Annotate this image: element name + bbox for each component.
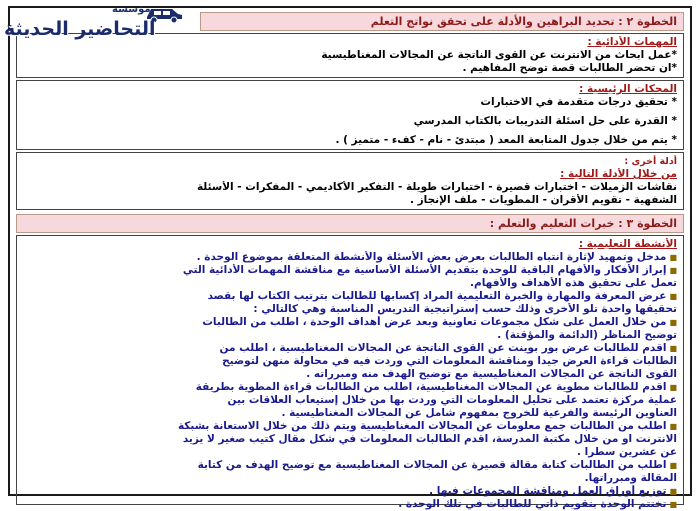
activity-line: ■ توزيع أوراق العمل ومناقشة المجموعات فيها .: [23, 485, 677, 498]
criteria-line-2: * القدرة على حل اسئلة التدريبات بالكتاب المدرسي: [413, 115, 677, 127]
other-evidence-subheading: من خلال الأدلة التالية :: [560, 168, 677, 180]
criteria-line-3: * يتم من خلال جدول المتابعة المعد ( مبتدئ - نام - كفء - متميز ) .: [335, 134, 677, 146]
activity-line: ■ اطلب من الطالبات كتابة مقالة قصيرة عن المجالات المغناطيسية مع توضيح الهدف من كتابة: [23, 459, 677, 472]
other-evidence-line-1: نقاشات الزميلات - اختبارات قصيرة - اختبارات طويلة - التفكير الأكاديمي - المفكرات - الأسئلة: [196, 181, 677, 193]
activity-line: ■ عرض المعرفة والمهارة والخبرة التعليمية المراد إكسابها للطالبات بترتيب الكتاب لها بقصد: [23, 290, 677, 303]
activity-line: عملية مركزة تعتمد على تحليل المعلومات التي وردت بها من خلال إستيعاب العلاقات بين: [227, 394, 677, 406]
other-evidence-heading: أدلة أخرى :: [624, 156, 677, 167]
activity-line: تحقيقها واحدة تلو الأخرى وذلك حسب إستراتيجية التدريس المناسبة وهي كالتالي :: [253, 303, 677, 315]
logo-subtitle: مؤسسة: [112, 4, 151, 15]
activity-line: المقالة ومبرراتها.: [584, 472, 677, 484]
activity-line: توضيح المناظر (الدائمة والمؤقتة) .: [497, 329, 677, 341]
step2-title: الخطوة ٢ : تحديد البراهين والأدلة على تحقق نواتج التعلم: [200, 12, 684, 31]
logo-title: التحاضير الحديثة: [4, 18, 156, 40]
activity-line: ■ اطلب من الطالبات جمع معلومات عن المجالات المغناطيسية ويتم ذلك من خلال الاستعانة بشبكة: [23, 420, 677, 433]
activity-line: عن عشرين سطرا .: [576, 446, 677, 458]
activity-line: ■ إبراز الأفكار والأفهام الباقية للوحدة بتقديم الأسئلة الأساسية مع مناقشة المهمات الأدائية التي: [23, 264, 677, 277]
performance-tasks-heading: المهمات الأدائية :: [587, 36, 677, 48]
activity-line: ■ مدخل وتمهيد لإثارة انتباه الطالبات بعرض بعض الأسئلة والأنشطة المتعلقة بموضوع الوحدة .: [23, 251, 677, 264]
activity-line: ■ اقدم للطالبات مطوية عن المجالات المغناطيسية، اطلب من الطالبات قراءة المطوية بطريقة: [23, 381, 677, 394]
activity-line: الطالبات قراءة العرض جيدا ومناقشة المعلومات التي وردت فيه في محاولة منهن لتوضيح: [222, 355, 677, 367]
performance-task-1: *عمل ابحاث من الانترنت عن القوى الناتجة عن المجالات المغناطيسية: [321, 49, 677, 61]
activity-line: ■ تختتم الوحدة بتقويم ذاتي للطالبات في تلك الوحدة .: [23, 498, 677, 511]
other-evidence-block: [16, 152, 684, 210]
step3-title: الخطوة ٣ : خبرات التعليم والتعلم :: [16, 214, 684, 233]
activities-heading: الأنشطة التعليمية :: [578, 238, 677, 250]
performance-task-2: *ان تحضر الطالبات قصة توضح المفاهيم .: [462, 62, 677, 74]
activity-line: القوى الناتجة عن المجالات المغناطيسية مع توضيح الهدف منه ومبرراته .: [306, 368, 677, 380]
criteria-heading: المحكات الرئيسية :: [579, 83, 677, 95]
activities-block: [16, 235, 684, 510]
lesson-plan-page: [8, 6, 692, 510]
other-evidence-line-2: الشفهية - تقويم الأقران - المطويات - ملف الإنجاز .: [409, 194, 677, 206]
activity-line: ■ من خلال العمل على شكل مجموعات تعاونية وبعد عرض أهداف الوحدة ، اطلب من الطالبات: [23, 316, 677, 329]
criteria-line-1: * تحقيق درجات متقدمة في الاختبارات: [480, 96, 677, 108]
criteria-block: [16, 80, 684, 150]
activity-line: الانترنت او من خلال مكتبة المدرسة، اقدم الطالبات المعلومات في شكل مقال كتيب صغير لا يزيد: [182, 433, 677, 445]
site-logo[interactable]: [0, 0, 190, 50]
activity-line: العناوين الرئيسة والفرعية للخروج بمفهوم شامل عن المجالات المغناطيسية .: [281, 407, 677, 419]
activity-line: تعمل على تحقيق هذه الأهداف والأفهام.: [470, 277, 677, 289]
activity-line: ■ اقدم للطالبات عرض بور بوينت عن القوى الناتجة عن المجالات المغناطيسية ، اطلب من: [23, 342, 677, 355]
